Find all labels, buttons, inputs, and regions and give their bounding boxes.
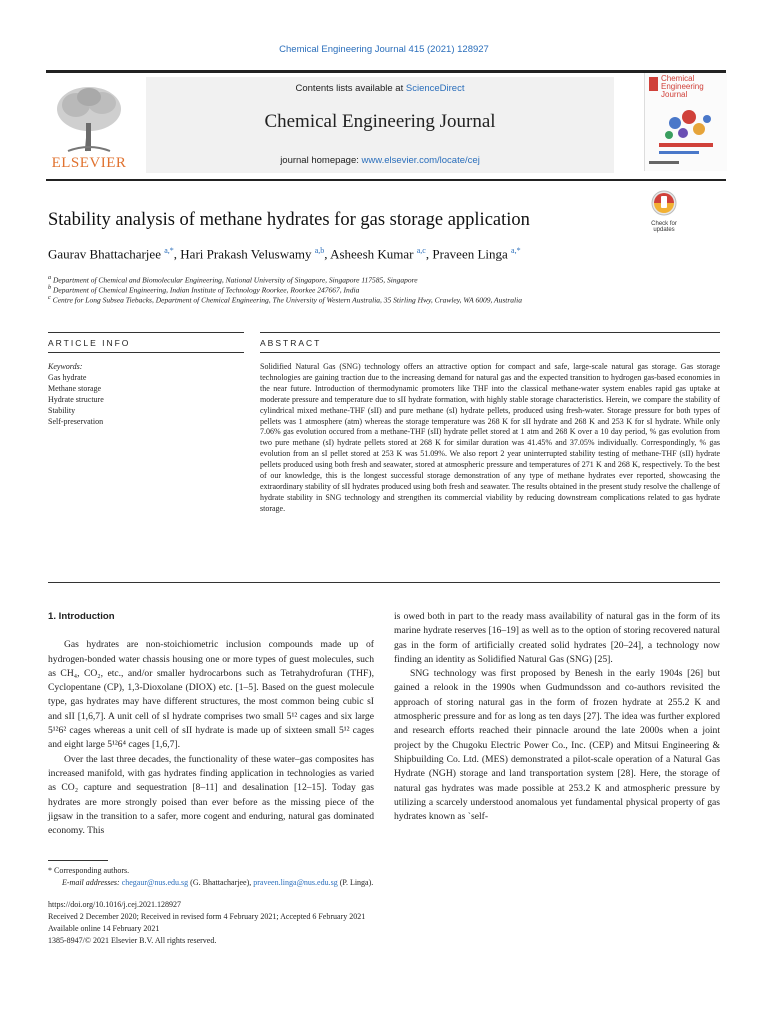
divider [48, 582, 720, 583]
affiliation-text: Centre for Long Subsea Tiebacks, Department of Chemical Engineering, The University of Western Australia, 35 Stirling Hwy, Crawley, WA 6009, Australia [52, 295, 522, 305]
divider [48, 332, 244, 333]
homepage-link[interactable]: www.elsevier.com/locate/cej [361, 155, 480, 166]
email-owner: (G. Bhattacharjee), [190, 878, 252, 887]
email-link[interactable]: praveen.linga@nus.edu.sg [253, 878, 338, 887]
journal-masthead [146, 77, 614, 173]
abstract-text: Solidified Natural Gas (SNG) technology offers an attractive option for compact and safe, large-scale natural gas storage. Gas storage technologies are gaining traction due to the increasing demand for natural gas and the expected transition to hydrogen gas-based economies in the near future. Introduction of thermodynamic promoters like THF into the classical methane-water system enables rapid gas uptake at moderate pressure and temperature due to sII hydrate formation, with highly stable storage characteristics. Herein, we compare the stability of cylindrical mixed methane-THF (sII) and pure methane (sI) hydrate pellets, produced using fresh-water. Storage pressure for both types of pellets was 1 atmosphere (atm) whereas the storage temperature was 268 K for sII hydrate and 268 K and 253 K for sI hydrate. While only 7.06% gas evolution occured from a methane-THF (sII) hydrate pellet stored at 1 atm and 268 K over a 10 day period, % gas evolution from two pure methane (sI) hydrate pellets stored at 268 K for similar duration was 41.45% and 37.05% individually. Correspondingly, % gas evolution from an sI pellet stored at 253 K was 51.09%. We also report 2 year uninterrupted stability testing of methane-THF (sII) hydrate pellets produced using both fresh and seawater, stored at atmospheric pressure and temperatures of 271 K and 268 K, respectively. To the best of our knowledge, this is the longest successful storage demonstration of any type of methane hydrates ever reported, showcasing the extraordinary stability of sII hydrates produced using both fresh and seawater. The results obtained in the present study resolve the challenge of hydrate stability in SNG technology and strengthen its commercial viability by reducing downstream complications related to gas hydrate storage. [260, 362, 720, 513]
affiliation [48, 274, 418, 285]
body-paragraph: Gas hydrates are non-stoichiometric inclusion compounds made up of hydrogen-bonded water chassis housing one or more types of guest molecules, such as CH₄, CO₂, etc., and/or smaller hydrocarbons such as Tetrahydrofuran (THF), Cyclopentane (CP), 1,3-Dioxolane (DIOX) etc. [1–5]. Based on the guest molecule type, gas hydrates may have different structures, the most common being cubic sI and sII [1,6,7]. A unit cell of sI hydrate comprises two small 5¹² cages and six large 5¹²6² cages whereas a unit cell of sII hydrate is made up of sixteen small 5¹² cages and eight large 5¹²6⁴ cages [1,6,7]. [48, 639, 374, 751]
email-line [62, 878, 373, 887]
publisher-wordmark: ELSEVIER [51, 155, 127, 171]
available-online: Available online 14 February 2021 [48, 924, 160, 933]
author-name[interactable]: Praveen Linga [432, 246, 508, 262]
abstract-heading: ABSTRACT [260, 338, 322, 348]
affiliation-mark: b [48, 284, 52, 291]
check-for-updates-badge[interactable] [646, 190, 682, 233]
article-title: Stability analysis of methane hydrates for gas storage application [48, 210, 530, 230]
body-paragraph: is owed both in part to the ready mass availability of natural gas in the form of its marine hydrate reserves [16–19] as well as to the option of storing recovered natural gas in the form of artificially created solid hydrates [20–24], a technology now finding an identity as Solidified Natural Gas (SNG) [25]. [394, 611, 720, 665]
keyword: Self-preservation [48, 417, 104, 426]
affiliation-text: Department of Chemical and Biomolecular Engineering, National University of Singapore, Singapore 117585, Singapore [53, 275, 418, 285]
email-link[interactable]: chegaur@nus.edu.sg [121, 878, 189, 887]
keyword: Hydrate structure [48, 395, 104, 404]
body-left-column [48, 610, 374, 838]
keyword: Methane storage [48, 384, 102, 393]
affiliation-mark: a [48, 274, 52, 281]
sciencedirect-link[interactable]: ScienceDirect [405, 83, 465, 94]
divider [260, 332, 720, 333]
email-label: E-mail addresses: [62, 878, 120, 887]
journal-cover-thumbnail[interactable] [644, 73, 727, 171]
body-right-column [394, 610, 720, 824]
journal-citation-link[interactable]: Chemical Engineering Journal 415 (2021) 128927 [279, 44, 489, 55]
elsevier-logo [46, 79, 132, 171]
keyword: Gas hydrate [48, 373, 87, 382]
homepage-prefix: journal homepage: [280, 155, 359, 166]
affiliation-mark: c [48, 294, 51, 301]
contents-line [146, 83, 614, 94]
author-affiliation-marks[interactable]: a,* [164, 246, 174, 255]
section-heading: 1. Introduction [48, 611, 115, 622]
journal-name: Chemical Engineering Journal [264, 111, 496, 132]
copyright: 1385-8947/© 2021 Elsevier B.V. All rights reserved. [48, 936, 217, 945]
author-name[interactable]: Asheesh Kumar [330, 246, 414, 262]
author-affiliation-marks[interactable]: a,c [416, 246, 426, 255]
body-paragraph: SNG technology was first proposed by Benesh in the early 1904s [26] but gained a relook in the 1990s when Gudmundsson and co-authors revisited the approach of storing natural gas in the form of frozen hydrate at 255.2 K and atmospheric pressure and for as long as ten days [27]. The idea was further explored and research efforts reached their pinnacle around the late 2000s when a joint project by the Chugoku Electric Power Co., Inc. (CEP) and Mitsui Engineering & Shipbuilding Co. Ltd. (MES) demonstrated a pilot-scale operation of a Natural Gas Hydrate (NGH) storage and land transportation system [28]. Here, the storage of natural gas hydrates was made possible at 253.2 K and atmospheric pressure by utilizing a scarcely understood anomalous yet fundamental physical property of gas hydrates known as `self- [394, 668, 720, 823]
contents-prefix: Contents lists available at [295, 83, 404, 94]
author-affiliation-marks[interactable]: a,* [511, 246, 521, 255]
cover-title: Chemical Engineering Journal [661, 74, 704, 99]
journal-banner [46, 70, 726, 181]
divider [260, 352, 720, 353]
homepage-line [146, 155, 614, 166]
affiliation-text: Department of Chemical Engineering, Indian Institute of Technology Roorkee, Roorkee 247667, India [53, 285, 360, 295]
cover-art-icon [645, 73, 727, 171]
author-affiliation-marks[interactable]: a,b [314, 246, 325, 255]
keywords-label: Keywords: [48, 362, 83, 371]
author-list: Gaurav Bhattacharjee $^{a,*}$, Hari Prakash Veluswamy $^{a,b}$, Asheesh Kumar $^{a,c}$, Praveen Linga $^{a,*}$ [48, 246, 521, 262]
check-updates-icon [646, 190, 682, 216]
keyword: Stability [48, 406, 76, 415]
doi-link[interactable]: https://doi.org/10.1016/j.cej.2021.128927 [48, 900, 181, 909]
body-paragraph: Over the last three decades, the functionality of these water–gas composites has increased manifold, with gas hydrates finding application in technologies as varied as CO₂ capture and sequestration [8–11] and desalination [12–15]. Today gas hydrates are more strongly poised than ever before as the missing piece of the jigsaw in the transition to a safer, more cogent and enduring, natural gas dominated economy. This [48, 753, 374, 837]
author-name[interactable]: Gaurav Bhattacharjee [48, 246, 161, 262]
affiliation [48, 284, 359, 295]
divider [48, 352, 244, 353]
author-name[interactable]: Hari Prakash Veluswamy [180, 246, 312, 262]
check-updates-label: Check for updates [651, 221, 677, 233]
article-info-heading: ARTICLE INFO [48, 338, 131, 348]
affiliation [48, 294, 522, 305]
corresponding-note: * Corresponding authors. [48, 866, 130, 875]
footnote-divider [48, 860, 108, 861]
email-owner: (P. Linga). [339, 878, 374, 887]
received-dates: Received 2 December 2020; Received in revised form 4 February 2021; Accepted 6 February 2021 [48, 912, 366, 921]
